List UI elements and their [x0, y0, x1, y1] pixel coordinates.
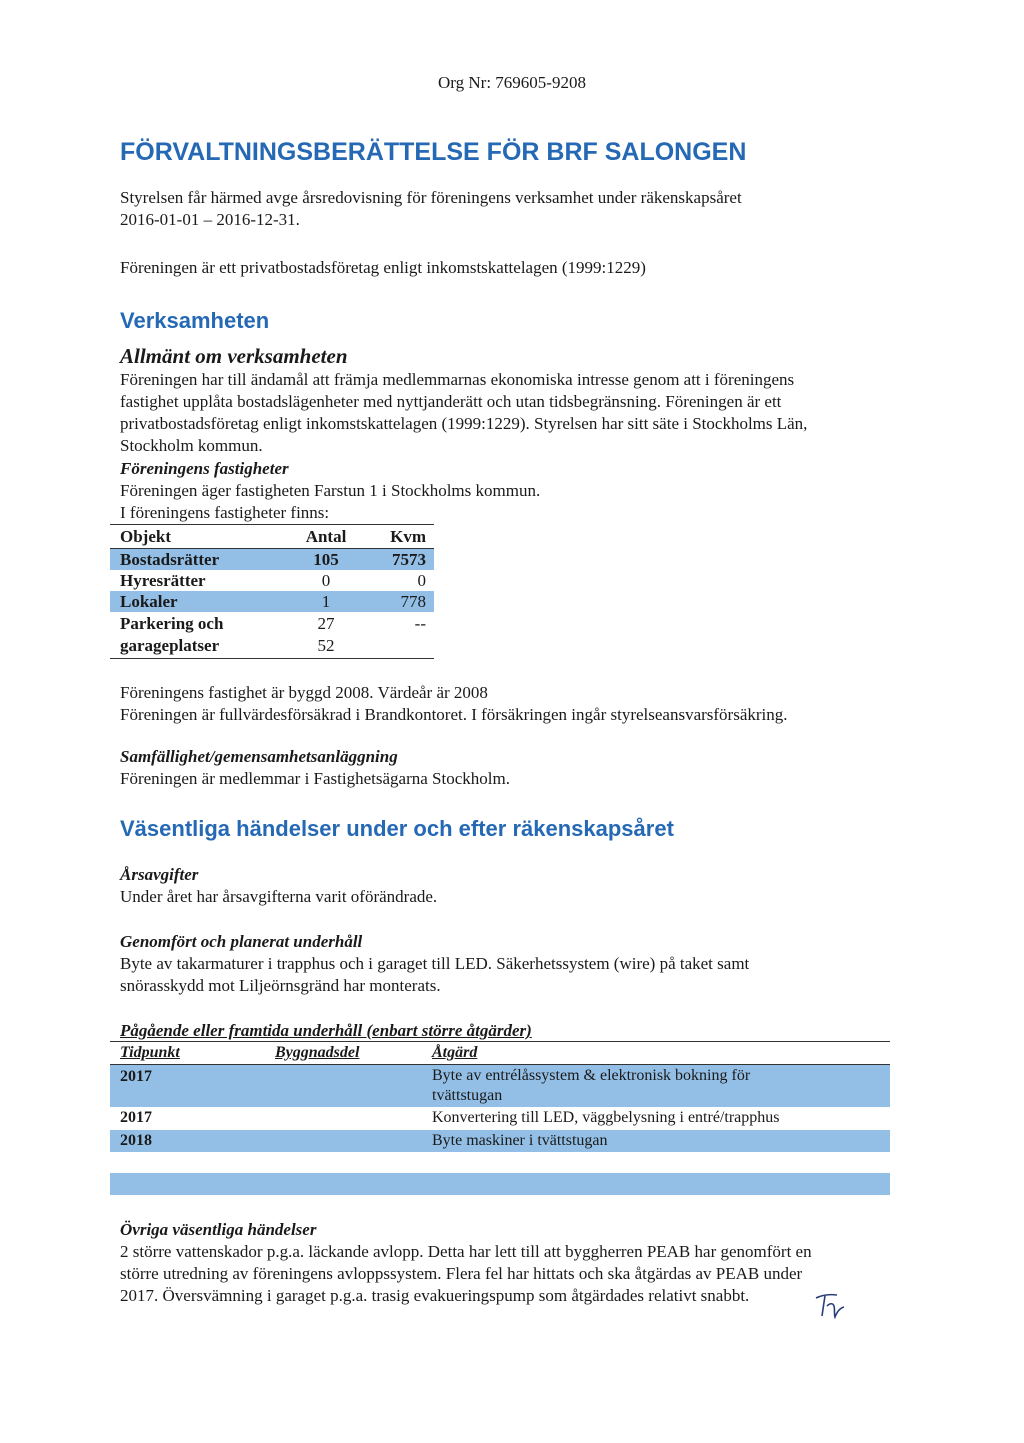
column-header: Tidpunkt [120, 1044, 180, 1061]
table-cell: 0 [417, 571, 426, 590]
subheading-general: Allmänt om verksamheten [120, 344, 348, 368]
table-cell: 1 [321, 592, 331, 611]
org-number: Org Nr: 769605-9208 [438, 73, 586, 92]
paragraph-line: Föreningen har till ändamål att främja medlemmarnas ekonomiska intresse genom att i föreningens [120, 370, 795, 389]
fees-text: Under året har årsavgifterna varit oförändrade. [120, 887, 438, 906]
table-row [110, 1108, 890, 1129]
table-cell: Parkering och [120, 614, 224, 633]
action-line: tvättstugan [432, 1087, 503, 1104]
paragraph-line: 2 större vattenskador p.g.a. läckande avlopp. Detta har lett till att byggherren PEAB har genomfört en [120, 1242, 812, 1261]
paragraph-line: Föreningens fastighet är byggd 2008. Värdeår är 2008 [120, 683, 488, 702]
table-cell: 7573 [392, 550, 426, 569]
table-row [110, 613, 434, 634]
paragraph-line: 2017. Översvämning i garaget p.g.a. trasig evakueringspump som åtgärdades relativt snabbt. [120, 1286, 750, 1305]
table-cell: 27 [317, 614, 335, 633]
subheading-ongoing-maintenance: Pågående eller framtida underhåll (enbart större åtgärder) [120, 1021, 532, 1040]
paragraph-line: snörasskydd mot Liljeörnsgränd har monterats. [120, 976, 441, 995]
paragraph-line: Stockholm kommun. [120, 436, 263, 455]
year-cell: 2018 [120, 1132, 152, 1149]
table-cell: 0 [321, 571, 331, 590]
property-table [110, 524, 434, 660]
table-row [110, 1130, 890, 1152]
other-events-paragraph [120, 1241, 812, 1307]
table-cell: Lokaler [120, 592, 178, 611]
action-cell: Konvertering till LED, väggbelysning i entré/trapphus [432, 1109, 780, 1126]
table-row [110, 635, 434, 656]
maintenance-table [110, 1041, 890, 1197]
paragraph-line: I föreningens fastigheter finns: [120, 503, 330, 522]
subheading-maintenance: Genomfört och planerat underhåll [120, 932, 363, 951]
built-year-paragraph [120, 682, 788, 726]
subheading-fees: Årsavgifter [120, 865, 199, 884]
table-row [110, 591, 434, 612]
paragraph-line: större utredning av föreningens avloppssystem. Flera fel har hittats och ska åtgärdas av PEAB under [120, 1264, 803, 1283]
general-paragraph [120, 369, 807, 457]
paragraph-line: fastighet upplåta bostadslägenheter med nyttjanderätt och utan tidsbegränsning. Föreningen är ett [120, 392, 782, 411]
column-header: Objekt [120, 527, 171, 546]
table-row [110, 549, 434, 570]
maintenance-paragraph [120, 953, 749, 997]
paragraph-line: Föreningen äger fastigheten Farstun 1 i Stockholms kommun. [120, 481, 541, 500]
subheading-properties: Föreningens fastigheter [120, 459, 289, 478]
subheading-other-events: Övriga väsentliga händelser [120, 1220, 317, 1239]
table-cell: garageplatser [120, 636, 220, 655]
table-row [110, 570, 434, 591]
initials-mark [813, 1286, 849, 1322]
subheading-joint-facility: Samfällighet/gemensamhetsanläggning [120, 747, 398, 766]
section-heading-verksamheten: Verksamheten [120, 308, 270, 333]
column-header: Åtgärd [432, 1044, 478, 1061]
year-cell: 2017 [120, 1109, 152, 1126]
column-header: Kvm [390, 527, 426, 546]
intro-line: 2016-01-01 – 2016-12-31. [120, 210, 300, 229]
paragraph-line: Föreningen är fullvärdesförsäkrad i Brandkontoret. I försäkringen ingår styrelseansvarsförsäkring. [120, 705, 788, 724]
table-cell: -- [414, 614, 426, 633]
company-type-note: Föreningen är ett privatbostadsföretag enligt inkomstskattelagen (1999:1229) [120, 258, 646, 277]
table-cell: 778 [400, 592, 426, 611]
action-cell: Byte maskiner i tvättstugan [432, 1132, 608, 1149]
signature-initials [813, 1286, 849, 1322]
intro-paragraph [120, 187, 742, 231]
table-cell: 52 [317, 636, 335, 655]
table-cell: Bostadsrätter [120, 550, 220, 569]
properties-paragraph [120, 480, 540, 524]
column-header: Antal [305, 527, 347, 546]
year-cell: 2017 [120, 1068, 152, 1085]
action-cell [432, 1066, 750, 1106]
table-header-row [110, 526, 434, 547]
table-cell: 105 [313, 550, 339, 569]
joint-facility-text: Föreningen är medlemmar i Fastighetsägarna Stockholm. [120, 769, 510, 788]
paragraph-line: Byte av takarmaturer i trapphus och i garaget till LED. Säkerhetssystem (wire) på taket samt [120, 954, 750, 973]
table-header-row [110, 1043, 890, 1063]
table-cell: Hyresrätter [120, 571, 206, 590]
section-heading-events: Väsentliga händelser under och efter räkenskapsåret [120, 816, 674, 841]
empty-table-row [110, 1173, 890, 1195]
paragraph-line: privatbostadsföretag enligt inkomstskattelagen (1999:1229). Styrelsen har sitt säte i Stockholms Län, [120, 414, 808, 433]
intro-line: Styrelsen får härmed avge årsredovisning för föreningens verksamhet under räkenskapsåret [120, 188, 742, 207]
page-title: FÖRVALTNINGSBERÄTTELSE FÖR BRF SALONGEN [120, 138, 747, 166]
column-header: Byggnadsdel [275, 1044, 360, 1061]
table-row [110, 1065, 890, 1107]
action-line: Byte av entrélåssystem & elektronisk bokning för [432, 1067, 751, 1084]
